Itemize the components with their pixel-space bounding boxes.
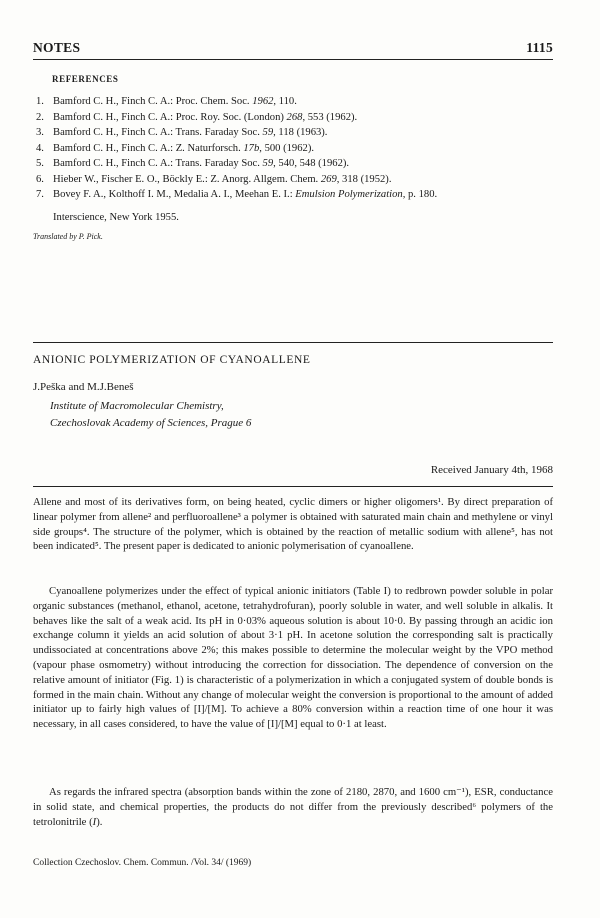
- reference-item: [36, 187, 556, 202]
- reference-item: [36, 172, 556, 187]
- reference-italic: 1962: [252, 96, 274, 107]
- reference-italic: 17b: [243, 142, 260, 154]
- reference-authors: Bovey F. A., Kolthoff I. M., Medalia A. I., Meehan E. I.:: [53, 189, 296, 200]
- article-title: ANIONIC POLYMERIZATION OF CYANOALLENE: [33, 354, 311, 366]
- reference-rest: , 118 (1963).: [273, 127, 328, 138]
- abstract-rule: [33, 486, 553, 487]
- reference-italic: 59: [262, 158, 274, 169]
- reference-number: 3.: [36, 127, 44, 138]
- reference-authors: Bamford C. H., Finch C. A.: Proc. Chem. Soc.: [53, 96, 253, 107]
- reference-italic: Emulsion Polymerization,: [295, 189, 406, 200]
- paragraph-2: Cyanoallene polymerizes under the effect of typical anionic initiators (Table I) to redbrown powder soluble in polar organic substances (methanol, ethanol, acetone, tetrahydrofuran), poorly soluble in water, and well soluble in alkalis. It behaves like the salt of a weak acid. Its pH in 0·03% aqueous solution is about 10·0. By passing through an acidic ion exchange column it yields an acid solution of about 3·1 pH. In acetone solution the corresponding salt is practically undissociated at concentrations above 2%; this makes possible to determine the molecular weight by the VPO method (vapour phase osmometry) without introducing the correction for dissociation. The dependence of conversion on the relative amount of initiator (Fig. 1) is characteristic of a polymerization in which a conjugated system of double bonds is formed in the main chain. Without any change of molecular weight the conversion is proportional to the amount of added initiator up to fairly high values of [I]/[M]. To achieve a 80% conversion within a reaction time of one hour it was necessary, in all cases considered, to have the value of [I]/[M] equal to 0·1 at least.: [33, 585, 553, 731]
- reference-rest: , 500 (1962).: [259, 142, 314, 154]
- reference-rest: , 110.: [273, 96, 297, 107]
- reference-item: [36, 110, 556, 125]
- reference-italic: 59: [262, 127, 274, 138]
- paragraph-3: As regards the infrared spectra (absorption bands within the zone of 2180, 2870, and 1600 cm⁻¹), ESR, conductance in solid state, and chemical properties, the products do not differ from the previously described⁶ polymers of the tetrolonitrile (I).: [33, 786, 553, 828]
- paragraph-1: Allene and most of its derivatives form, on being heated, cyclic dimers or higher oligomers¹. By direct preparation of linear polymer from allene² and perfluoroallene³ a polymer is obtained with saturated main chain and methylene or vinyl side groups⁴. The structure of the polymer, which is obtained by the reaction of metallic sodium with allene⁵, has not been indicated⁵. The present paper is dedicated to anionic polymerisation of cyanoallene.: [33, 496, 553, 553]
- header-rule: [33, 59, 553, 60]
- received-date: Received January 4th, 1968: [430, 464, 553, 476]
- reference-rest: p. 180.: [405, 189, 438, 200]
- reference-item: [36, 94, 556, 109]
- page-number: 1115: [526, 40, 553, 55]
- journal-footer: Collection Czechoslov. Chem. Commun. /Vol. 34/ (1969): [33, 858, 252, 868]
- reference-number: 1.: [36, 96, 44, 107]
- running-header-section: NOTES: [33, 40, 81, 55]
- translator-credit: Translated by P. Pick.: [33, 232, 103, 241]
- reference-authors: Bamford C. H., Finch C. A.: Z. Naturforsch.: [53, 142, 244, 154]
- affiliation-line-1: Institute of Macromolecular Chemistry,: [50, 400, 224, 412]
- reference-authors: Hieber W., Fischer E. O., Böckly E.: Z. Anorg. Allgem. Chem.: [53, 173, 321, 185]
- reference-rest: , 540, 548 (1962).: [273, 158, 350, 169]
- reference-item: [36, 156, 556, 171]
- references-heading: REFERENCES: [52, 74, 119, 84]
- reference-number: 7.: [36, 189, 44, 200]
- reference-italic: 268: [286, 111, 303, 123]
- article-authors: J.Peška and M.J.Beneš: [33, 381, 134, 393]
- reference-italic: 269: [320, 173, 337, 185]
- reference-rest: , 318 (1952).: [336, 173, 392, 185]
- reference-rest: , 553 (1962).: [302, 111, 358, 123]
- reference-number: 4.: [36, 142, 44, 154]
- article-separator-rule: [33, 342, 553, 343]
- reference-number: 5.: [36, 158, 44, 169]
- reference-authors: Bamford C. H., Finch C. A.: Trans. Faraday Soc.: [53, 127, 263, 138]
- reference-number: 2.: [36, 111, 44, 123]
- reference-7-continuation: Interscience, New York 1955.: [53, 212, 179, 223]
- affiliation-line-2: Czechoslovak Academy of Sciences, Prague 6: [50, 417, 252, 429]
- reference-item: [36, 141, 556, 156]
- reference-item: [36, 125, 556, 140]
- reference-authors: Bamford C. H., Finch C. A.: Proc. Roy. Soc. (London): [53, 111, 287, 123]
- reference-number: 6.: [36, 173, 44, 185]
- reference-authors: Bamford C. H., Finch C. A.: Trans. Faraday Soc.: [53, 158, 263, 169]
